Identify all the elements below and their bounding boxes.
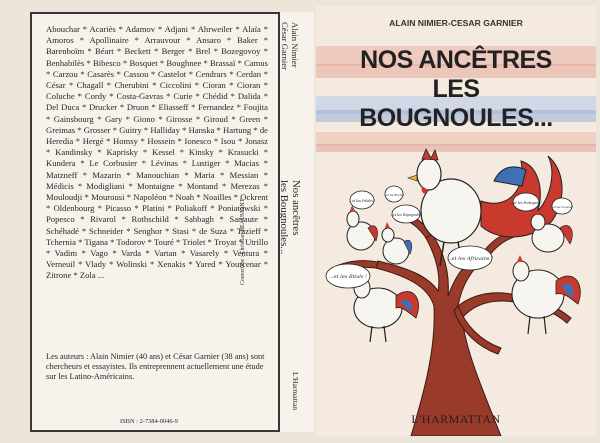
front-title	[316, 46, 596, 133]
spine-title	[278, 180, 302, 254]
front-publisher: L'HARMATTAN	[411, 412, 501, 426]
bubble-text-7: ...et les Youpins !	[550, 206, 574, 209]
spine-author-2: César Garnier	[280, 22, 290, 70]
spine-title-line-2: les Bougnoules...	[278, 180, 290, 255]
names-list: Abouchar * Acariès * Adamov * Adjani * Ahrweiler * Alaïa * Amoros * Apollinaire * Arrauvour * Ansaro * Baker * Barenboïm * Béart * Beckett * Berger * Brel * Bozegovoy * Benhabilès * Bibesco * Bosquet * Boughnee * Brassaï * Camus * Carzou * Casarès * Cassou * Castelot * Cendrars * Cerdan * César * Chagall * Cherubini * Ciccolini * Cioran * Cioran * Coluche * Cordy * Costa-Gavras * Curie * Chédid * Dalida * Del Duca * Drucker * Druon * Eliasseff * Fernandez * Foujita * Gainsbourg * Gary * Giono * Girosse * Giroud * Green * Greimas * Grosser * Guitry * Halliday * Hanska * Hartung * de Heredia * Hergé * Homsy * Hossein * Ionesco * Isou * Jonasz * Kandinsky * Kaprisky * Kessel * Kinsky * Krasucki * Kundera * Le Corbusier * Lévinas * Lustiger * Macias * Matzneff * Mazarin * Manouchian * Maria * Messian * Médicis * Modigliani * Montaigne * Montand * Merezas * Mouloudji * Mourousi * Napoléon * Noah * Noailles * Ockrent * Oldenbourg * Picasso * Platini * Poliakoff * Poniatowski * Popesco * Rivarol * Rothschild * Sabbagh * Sarraute * Schéhadé * Schneider * Senghor * Stasi * de Suza * Tazieff * Tchernia * Tigana * Todorov * Touré * Triolet * Troyat * Utrillo * Vadim * Vago * Varda * Vartan * Vasarely * Ventura * Verneuil * Vlady * Wolinski * Xenakis * Yared * Yourcenar * Zitrone * Zola ...	[46, 24, 268, 281]
cover-credit: Couverture : Christian BEAUMANT	[240, 198, 246, 285]
front-cover	[316, 6, 596, 436]
bubble-text-5: ...et les Portugais !	[510, 201, 542, 205]
rooster-left-small	[347, 205, 378, 250]
front-title-line-2: LES	[432, 75, 480, 103]
spine-publisher: L'Harmattan	[291, 372, 300, 411]
spine-authors	[280, 22, 300, 70]
bubble-text-3: ...et les Espagnols !	[389, 213, 423, 217]
rooster-right-bottom	[512, 255, 580, 334]
bubble-text-4: ...et les Africains !	[446, 256, 494, 262]
front-authors: ALAIN NIMIER-CESAR GARNIER	[389, 18, 523, 28]
front-title-line-3: BOUGNOULES...	[359, 104, 553, 132]
front-title-line-1: NOS ANCÊTRES	[360, 46, 552, 74]
isbn: ISBN : 2-7384-0046-9	[120, 418, 178, 425]
spine-title-line-1: Nos ancêtres	[290, 180, 302, 236]
authors-bio: Les auteurs : Alain Nimier (40 ans) et César Garnier (38 ans) sont chercheurs et essayistes. Ils entreprennent actuellement une étude sur les Latino-Américains.	[46, 352, 265, 382]
bubble-text-1: ...et les Ritals !	[328, 274, 368, 280]
bubble-text-6: ...et les Bicots !	[383, 194, 405, 197]
bubble-text-2: ...et les Polaks !	[348, 199, 376, 203]
rooster-mid-small	[382, 222, 412, 264]
spine-author-1: Alain Nimier	[290, 22, 300, 68]
